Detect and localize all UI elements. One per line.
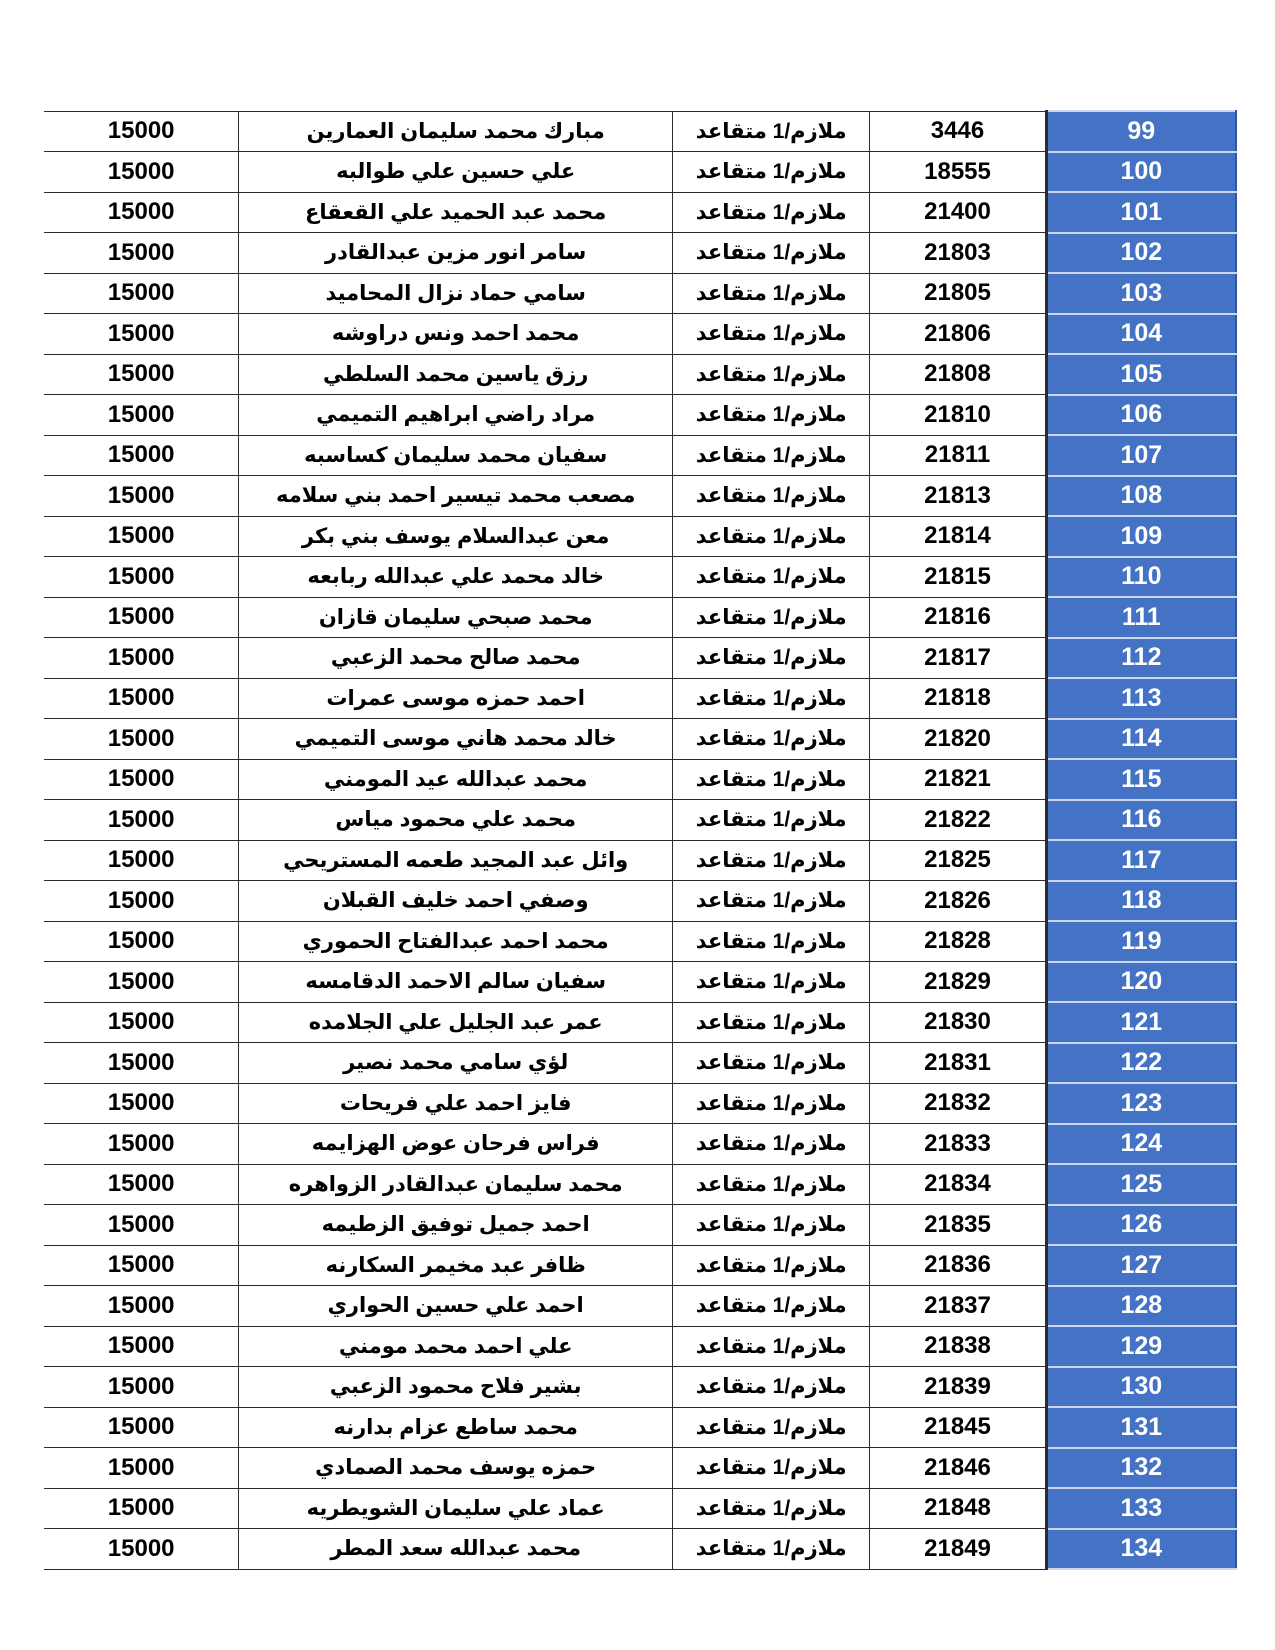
sequence-number-cell: 124 — [1046, 1124, 1236, 1165]
sequence-number-cell: 105 — [1046, 354, 1236, 395]
sequence-number-cell: 121 — [1046, 1002, 1236, 1043]
sequence-number-cell: 107 — [1046, 435, 1236, 476]
name-cell: محمد صالح محمد الزعبي — [239, 638, 673, 679]
rank-cell: ملازم/1 متقاعد — [673, 638, 870, 679]
name-cell: احمد جميل توفيق الزطيمه — [239, 1205, 673, 1246]
name-cell: سفيان سالم الاحمد الدقامسه — [239, 962, 673, 1003]
table-row — [44, 800, 1236, 841]
rank-cell: ملازم/1 متقاعد — [673, 1367, 870, 1408]
amount-cell: 15000 — [44, 1164, 239, 1205]
sequence-number-cell: 111 — [1046, 597, 1236, 638]
rank-cell: ملازم/1 متقاعد — [673, 273, 870, 314]
sequence-number-cell: 108 — [1046, 476, 1236, 517]
table-row — [44, 1205, 1236, 1246]
amount-cell: 15000 — [44, 516, 239, 557]
sequence-number-cell: 126 — [1046, 1205, 1236, 1246]
id-number-cell: 21803 — [870, 233, 1046, 274]
name-cell: معن عبدالسلام يوسف بني بكر — [239, 516, 673, 557]
name-cell: محمد عبد الحميد علي القعقاع — [239, 192, 673, 233]
name-cell: عماد علي سليمان الشويطريه — [239, 1488, 673, 1529]
sequence-number-cell: 100 — [1046, 152, 1236, 193]
sequence-number-cell: 123 — [1046, 1083, 1236, 1124]
rank-cell: ملازم/1 متقاعد — [673, 1529, 870, 1570]
rank-cell: ملازم/1 متقاعد — [673, 476, 870, 517]
table-row — [44, 1002, 1236, 1043]
table-row — [44, 881, 1236, 922]
id-number-cell: 21805 — [870, 273, 1046, 314]
amount-cell: 15000 — [44, 192, 239, 233]
amount-cell: 15000 — [44, 1124, 239, 1165]
id-number-cell: 21836 — [870, 1245, 1046, 1286]
sequence-number-cell: 113 — [1046, 678, 1236, 719]
sequence-number-cell: 110 — [1046, 557, 1236, 598]
name-cell: علي احمد محمد مومني — [239, 1326, 673, 1367]
table-row — [44, 1286, 1236, 1327]
table-row — [44, 1245, 1236, 1286]
rank-cell: ملازم/1 متقاعد — [673, 314, 870, 355]
id-number-cell: 21814 — [870, 516, 1046, 557]
rank-cell: ملازم/1 متقاعد — [673, 1124, 870, 1165]
id-number-cell: 21817 — [870, 638, 1046, 679]
id-number-cell: 21821 — [870, 759, 1046, 800]
name-cell: محمد سليمان عبدالقادر الزواهره — [239, 1164, 673, 1205]
id-number-cell: 3446 — [870, 111, 1046, 152]
rank-cell: ملازم/1 متقاعد — [673, 719, 870, 760]
amount-cell: 15000 — [44, 1488, 239, 1529]
rank-cell: ملازم/1 متقاعد — [673, 1286, 870, 1327]
amount-cell: 15000 — [44, 800, 239, 841]
table-row — [44, 435, 1236, 476]
id-number-cell: 21822 — [870, 800, 1046, 841]
table-row — [44, 395, 1236, 436]
name-cell: حمزه يوسف محمد الصمادي — [239, 1448, 673, 1489]
amount-cell: 15000 — [44, 1286, 239, 1327]
table-row — [44, 233, 1236, 274]
amount-cell: 15000 — [44, 314, 239, 355]
rank-cell: ملازم/1 متقاعد — [673, 1205, 870, 1246]
table-row — [44, 476, 1236, 517]
sequence-number-cell: 103 — [1046, 273, 1236, 314]
sequence-number-cell: 131 — [1046, 1407, 1236, 1448]
id-number-cell: 18555 — [870, 152, 1046, 193]
amount-cell: 15000 — [44, 840, 239, 881]
name-cell: احمد علي حسين الحواري — [239, 1286, 673, 1327]
amount-cell: 15000 — [44, 921, 239, 962]
amount-cell: 15000 — [44, 1043, 239, 1084]
table-row — [44, 273, 1236, 314]
name-cell: لؤي سامي محمد نصير — [239, 1043, 673, 1084]
sequence-number-cell: 119 — [1046, 921, 1236, 962]
rank-cell: ملازم/1 متقاعد — [673, 1002, 870, 1043]
sequence-number-cell: 132 — [1046, 1448, 1236, 1489]
id-number-cell: 21828 — [870, 921, 1046, 962]
amount-cell: 15000 — [44, 435, 239, 476]
rank-cell: ملازم/1 متقاعد — [673, 597, 870, 638]
id-number-cell: 21834 — [870, 1164, 1046, 1205]
table-row — [44, 1043, 1236, 1084]
name-cell: مبارك محمد سليمان العمارين — [239, 111, 673, 152]
id-number-cell: 21848 — [870, 1488, 1046, 1529]
table-row — [44, 516, 1236, 557]
name-cell: محمد علي محمود مياس — [239, 800, 673, 841]
sequence-number-cell: 122 — [1046, 1043, 1236, 1084]
rank-cell: ملازم/1 متقاعد — [673, 1083, 870, 1124]
id-number-cell: 21833 — [870, 1124, 1046, 1165]
rank-cell: ملازم/1 متقاعد — [673, 152, 870, 193]
sequence-number-cell: 106 — [1046, 395, 1236, 436]
table-row — [44, 1124, 1236, 1165]
id-number-cell: 21825 — [870, 840, 1046, 881]
rank-cell: ملازم/1 متقاعد — [673, 962, 870, 1003]
id-number-cell: 21849 — [870, 1529, 1046, 1570]
name-cell: سفيان محمد سليمان كساسبه — [239, 435, 673, 476]
sequence-number-cell: 116 — [1046, 800, 1236, 841]
rank-cell: ملازم/1 متقاعد — [673, 395, 870, 436]
sequence-number-cell: 118 — [1046, 881, 1236, 922]
rank-cell: ملازم/1 متقاعد — [673, 557, 870, 598]
sequence-number-cell: 125 — [1046, 1164, 1236, 1205]
name-cell: وائل عبد المجيد طعمه المستريحي — [239, 840, 673, 881]
id-number-cell: 21835 — [870, 1205, 1046, 1246]
table-row — [44, 1448, 1236, 1489]
amount-cell: 15000 — [44, 1407, 239, 1448]
name-cell: خالد محمد علي عبدالله ربابعه — [239, 557, 673, 598]
amount-cell: 15000 — [44, 1529, 239, 1570]
name-cell: مراد راضي ابراهيم التميمي — [239, 395, 673, 436]
id-number-cell: 21832 — [870, 1083, 1046, 1124]
sequence-number-cell: 129 — [1046, 1326, 1236, 1367]
id-number-cell: 21816 — [870, 597, 1046, 638]
table-row — [44, 678, 1236, 719]
amount-cell: 15000 — [44, 962, 239, 1003]
amount-cell: 15000 — [44, 476, 239, 517]
amount-cell: 15000 — [44, 1367, 239, 1408]
id-number-cell: 21811 — [870, 435, 1046, 476]
id-number-cell: 21818 — [870, 678, 1046, 719]
table-row — [44, 1164, 1236, 1205]
amount-cell: 15000 — [44, 354, 239, 395]
amount-cell: 15000 — [44, 111, 239, 152]
name-cell: خالد محمد هاني موسى التميمي — [239, 719, 673, 760]
id-number-cell: 21831 — [870, 1043, 1046, 1084]
amount-cell: 15000 — [44, 638, 239, 679]
name-cell: وصفي احمد خليف القبلان — [239, 881, 673, 922]
table-row — [44, 557, 1236, 598]
amount-cell: 15000 — [44, 597, 239, 638]
amount-cell: 15000 — [44, 1083, 239, 1124]
id-number-cell: 21400 — [870, 192, 1046, 233]
amount-cell: 15000 — [44, 1002, 239, 1043]
table-row — [44, 597, 1236, 638]
name-cell: سامي حماد نزال المحاميد — [239, 273, 673, 314]
rank-cell: ملازم/1 متقاعد — [673, 881, 870, 922]
sequence-number-cell: 117 — [1046, 840, 1236, 881]
table-row — [44, 1407, 1236, 1448]
name-cell: محمد عبدالله عيد المومني — [239, 759, 673, 800]
sequence-number-cell: 112 — [1046, 638, 1236, 679]
id-number-cell: 21845 — [870, 1407, 1046, 1448]
amount-cell: 15000 — [44, 557, 239, 598]
name-cell: محمد ساطع عزام بدارنه — [239, 1407, 673, 1448]
amount-cell: 15000 — [44, 719, 239, 760]
table-row — [44, 1488, 1236, 1529]
rank-cell: ملازم/1 متقاعد — [673, 516, 870, 557]
table-row — [44, 1083, 1236, 1124]
name-cell: محمد عبدالله سعد المطر — [239, 1529, 673, 1570]
rank-cell: ملازم/1 متقاعد — [673, 921, 870, 962]
rank-cell: ملازم/1 متقاعد — [673, 192, 870, 233]
rank-cell: ملازم/1 متقاعد — [673, 435, 870, 476]
table-row — [44, 111, 1236, 152]
name-cell: محمد صبحي سليمان قازان — [239, 597, 673, 638]
table-row — [44, 719, 1236, 760]
id-number-cell: 21829 — [870, 962, 1046, 1003]
rank-cell: ملازم/1 متقاعد — [673, 233, 870, 274]
name-cell: رزق ياسين محمد السلطي — [239, 354, 673, 395]
rank-cell: ملازم/1 متقاعد — [673, 1245, 870, 1286]
amount-cell: 15000 — [44, 395, 239, 436]
id-number-cell: 21813 — [870, 476, 1046, 517]
id-number-cell: 21810 — [870, 395, 1046, 436]
amount-cell: 15000 — [44, 881, 239, 922]
id-number-cell: 21846 — [870, 1448, 1046, 1489]
rank-cell: ملازم/1 متقاعد — [673, 1448, 870, 1489]
name-cell: محمد احمد ونس دراوشه — [239, 314, 673, 355]
table-row — [44, 1326, 1236, 1367]
rank-cell: ملازم/1 متقاعد — [673, 1407, 870, 1448]
name-cell: بشير فلاح محمود الزعبي — [239, 1367, 673, 1408]
id-number-cell: 21820 — [870, 719, 1046, 760]
sequence-number-cell: 130 — [1046, 1367, 1236, 1408]
sequence-number-cell: 101 — [1046, 192, 1236, 233]
amount-cell: 15000 — [44, 1245, 239, 1286]
amount-cell: 15000 — [44, 1326, 239, 1367]
name-cell: علي حسين علي طوالبه — [239, 152, 673, 193]
table-row — [44, 759, 1236, 800]
amount-cell: 15000 — [44, 1448, 239, 1489]
id-number-cell: 21806 — [870, 314, 1046, 355]
rank-cell: ملازم/1 متقاعد — [673, 354, 870, 395]
rank-cell: ملازم/1 متقاعد — [673, 1043, 870, 1084]
table-row — [44, 1529, 1236, 1570]
sequence-number-cell: 114 — [1046, 719, 1236, 760]
table-row — [44, 921, 1236, 962]
id-number-cell: 21830 — [870, 1002, 1046, 1043]
id-number-cell: 21826 — [870, 881, 1046, 922]
name-cell: ظافر عبد مخيمر السكارنه — [239, 1245, 673, 1286]
roster-table-body — [44, 111, 1236, 1569]
id-number-cell: 21815 — [870, 557, 1046, 598]
table-row — [44, 962, 1236, 1003]
id-number-cell: 21839 — [870, 1367, 1046, 1408]
roster-table — [44, 110, 1237, 1570]
name-cell: فايز احمد علي فريحات — [239, 1083, 673, 1124]
sequence-number-cell: 115 — [1046, 759, 1236, 800]
sequence-number-cell: 134 — [1046, 1529, 1236, 1570]
name-cell: سامر انور مزين عبدالقادر — [239, 233, 673, 274]
name-cell: احمد حمزه موسى عمرات — [239, 678, 673, 719]
id-number-cell: 21808 — [870, 354, 1046, 395]
sequence-number-cell: 99 — [1046, 111, 1236, 152]
rank-cell: ملازم/1 متقاعد — [673, 678, 870, 719]
rank-cell: ملازم/1 متقاعد — [673, 1326, 870, 1367]
sequence-number-cell: 102 — [1046, 233, 1236, 274]
rank-cell: ملازم/1 متقاعد — [673, 1488, 870, 1529]
amount-cell: 15000 — [44, 678, 239, 719]
sequence-number-cell: 120 — [1046, 962, 1236, 1003]
sequence-number-cell: 133 — [1046, 1488, 1236, 1529]
table-row — [44, 152, 1236, 193]
name-cell: مصعب محمد تيسير احمد بني سلامه — [239, 476, 673, 517]
table-row — [44, 1367, 1236, 1408]
rank-cell: ملازم/1 متقاعد — [673, 1164, 870, 1205]
rank-cell: ملازم/1 متقاعد — [673, 111, 870, 152]
sequence-number-cell: 109 — [1046, 516, 1236, 557]
table-row — [44, 354, 1236, 395]
amount-cell: 15000 — [44, 233, 239, 274]
rank-cell: ملازم/1 متقاعد — [673, 800, 870, 841]
amount-cell: 15000 — [44, 152, 239, 193]
id-number-cell: 21838 — [870, 1326, 1046, 1367]
sequence-number-cell: 104 — [1046, 314, 1236, 355]
name-cell: عمر عبد الجليل علي الجلامده — [239, 1002, 673, 1043]
rank-cell: ملازم/1 متقاعد — [673, 840, 870, 881]
name-cell: فراس فرحان عوض الهزايمه — [239, 1124, 673, 1165]
rank-cell: ملازم/1 متقاعد — [673, 759, 870, 800]
amount-cell: 15000 — [44, 759, 239, 800]
table-row — [44, 314, 1236, 355]
table-row — [44, 192, 1236, 233]
name-cell: محمد احمد عبدالفتاح الحموري — [239, 921, 673, 962]
id-number-cell: 21837 — [870, 1286, 1046, 1327]
sequence-number-cell: 128 — [1046, 1286, 1236, 1327]
table-row — [44, 638, 1236, 679]
table-row — [44, 840, 1236, 881]
amount-cell: 15000 — [44, 273, 239, 314]
sequence-number-cell: 127 — [1046, 1245, 1236, 1286]
amount-cell: 15000 — [44, 1205, 239, 1246]
